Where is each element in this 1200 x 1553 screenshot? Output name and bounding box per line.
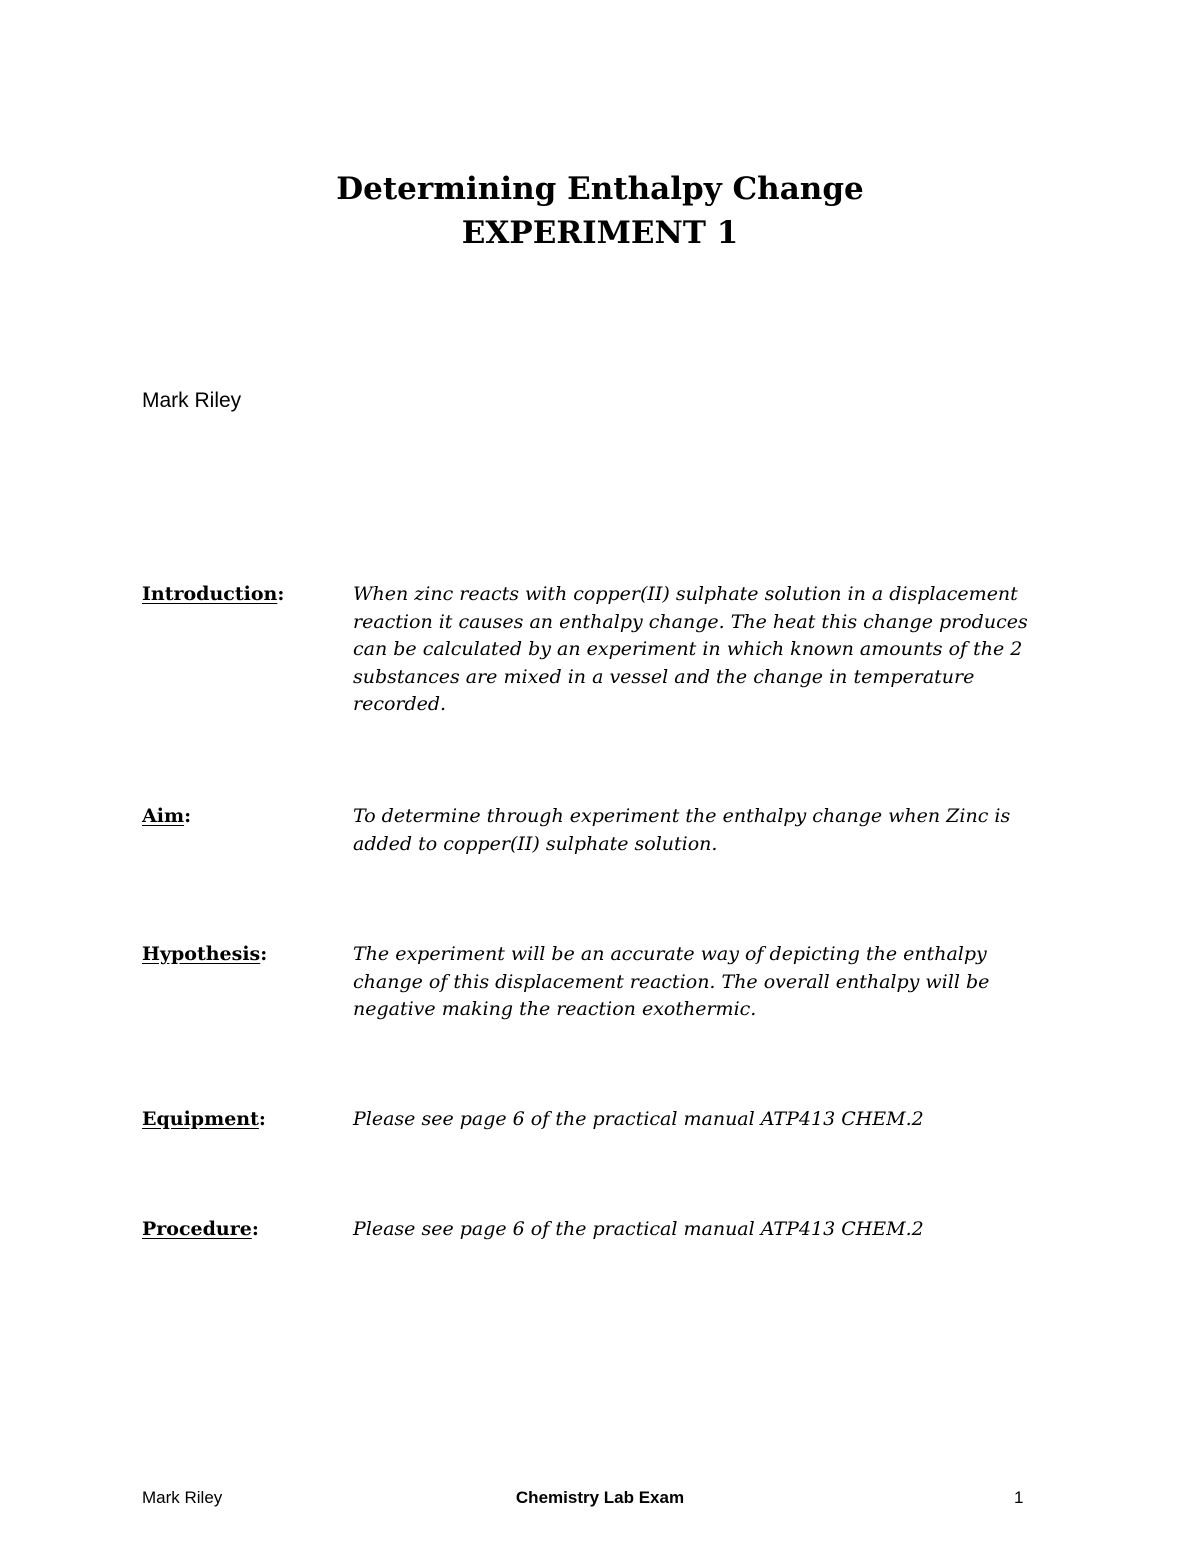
section-label: Equipment:: [142, 1108, 266, 1130]
footer-author: Mark Riley: [142, 1488, 223, 1507]
section-label: Procedure:: [142, 1218, 259, 1240]
section-text: The experiment will be an accurate way of depicting the enthalpy change of this displacement reaction. The overall enthalpy will be negative making the reaction exothermic.: [353, 943, 990, 1020]
section-text: Please see page 6 of the practical manual ATP413 CHEM.2: [353, 1108, 924, 1130]
author-name: Mark Riley: [142, 389, 242, 412]
document-title: Determining Enthalpy Change: [336, 171, 864, 207]
section-text: To determine through experiment the enthalpy change when Zinc is added to copper(II) sulphate solution.: [353, 805, 1011, 855]
section-label: Introduction:: [142, 583, 285, 605]
document-subtitle: EXPERIMENT 1: [461, 215, 739, 251]
section-label: Hypothesis:: [142, 943, 268, 965]
section-label: Aim:: [142, 805, 192, 827]
footer-title: Chemistry Lab Exam: [515, 1488, 685, 1507]
section-text: Please see page 6 of the practical manual ATP413 CHEM.2: [353, 1218, 924, 1240]
page-number: 1: [1014, 1488, 1024, 1507]
section-text: When zinc reacts with copper(II) sulphate solution in a displacement reaction it causes an enthalpy change. The heat this change produces can be calculated by an experiment in which known amounts of the 2 substances are mixed in a vessel and the change in temperature recorded.: [353, 583, 1028, 715]
